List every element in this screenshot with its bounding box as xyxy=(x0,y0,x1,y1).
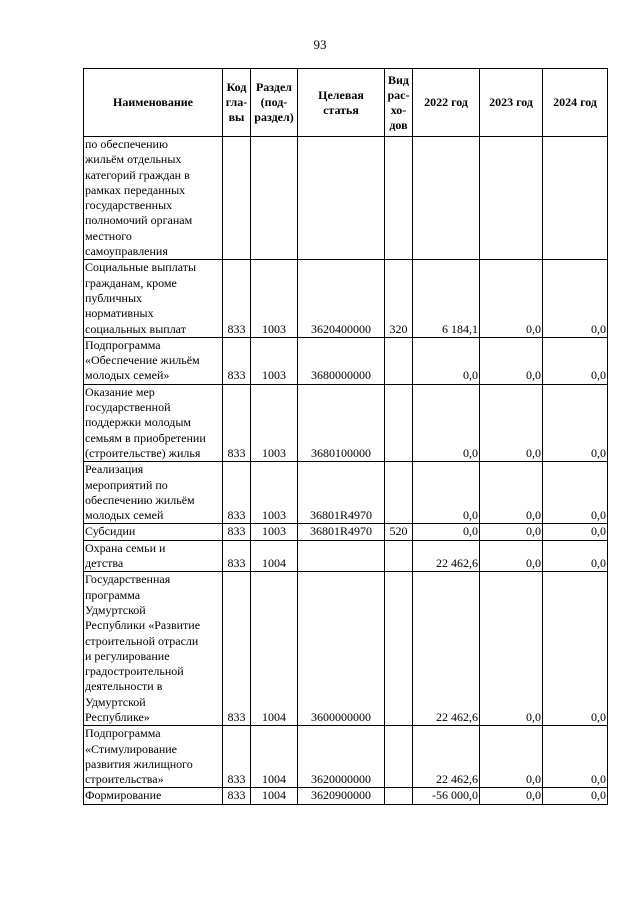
cell-name-line: Республики «Развитие xyxy=(85,618,201,633)
cell-name-line: семьям в приобретении xyxy=(85,430,206,445)
cell-target: 36801R4970 xyxy=(298,524,385,540)
cell-code: 833 xyxy=(223,462,251,524)
cell-name-line: деятельности в xyxy=(85,679,163,694)
cell-code: 833 xyxy=(223,260,251,337)
cell-section: 1003 xyxy=(251,384,298,461)
cell-2023: 0,0 xyxy=(480,260,543,337)
cell-section: 1004 xyxy=(251,726,298,788)
cell-name-line: градостроительной xyxy=(85,664,184,679)
cell-name-line: Реализация xyxy=(85,462,144,477)
table-row xyxy=(84,260,608,337)
cell-2024 xyxy=(543,137,608,260)
budget-table xyxy=(83,68,608,805)
header-2024: 2024 год xyxy=(543,69,608,137)
cell-name-line: молодых семей» xyxy=(85,368,170,383)
table-row xyxy=(84,572,608,726)
header-code: Код гла- вы xyxy=(223,69,251,137)
cell-2024: 0,0 xyxy=(543,788,608,804)
cell-name-line: нормативных xyxy=(85,306,154,321)
cell-name-line: строительной отрасли xyxy=(85,633,199,648)
header-expense-type: Вид рас- хо- дов xyxy=(385,69,413,137)
table-header-row xyxy=(84,69,608,137)
cell-2024: 0,0 xyxy=(543,462,608,524)
cell-2022: 22 462,6 xyxy=(413,540,480,572)
cell-expense-type xyxy=(385,384,413,461)
header-2022: 2022 год xyxy=(413,69,480,137)
cell-name-line: строительства» xyxy=(85,772,164,787)
cell-target: 3680000000 xyxy=(298,337,385,384)
cell-target: 3620400000 xyxy=(298,260,385,337)
cell-code: 833 xyxy=(223,524,251,540)
cell-name-line: Субсидии xyxy=(85,524,136,539)
cell-2022: 6 184,1 xyxy=(413,260,480,337)
cell-name-line: государственной xyxy=(85,400,171,415)
cell-section: 1003 xyxy=(251,260,298,337)
header-name: Наименование xyxy=(84,69,223,137)
table-row xyxy=(84,788,608,804)
cell-name-line: самоуправления xyxy=(85,244,168,259)
cell-name-line: развития жилищного xyxy=(85,756,193,771)
cell-2022: 0,0 xyxy=(413,384,480,461)
cell-name-line: Удмуртской xyxy=(85,694,146,709)
cell-expense-type xyxy=(385,726,413,788)
cell-target: 3620900000 xyxy=(298,788,385,804)
cell-2022: 0,0 xyxy=(413,462,480,524)
cell-2022: 22 462,6 xyxy=(413,572,480,726)
cell-2022: 22 462,6 xyxy=(413,726,480,788)
table-row xyxy=(84,726,608,788)
cell-code xyxy=(223,137,251,260)
page-number: 93 xyxy=(313,37,327,52)
cell-section: 1004 xyxy=(251,540,298,572)
cell-name-line: государственных xyxy=(85,198,173,213)
cell-name-line: категорий граждан в xyxy=(85,167,190,182)
cell-code: 833 xyxy=(223,384,251,461)
cell-name xyxy=(84,384,223,461)
cell-code: 833 xyxy=(223,540,251,572)
header-section: Раздел (под- раздел) xyxy=(251,69,298,137)
cell-name-line: Подпрограмма xyxy=(85,337,161,352)
cell-2022: -56 000,0 xyxy=(413,788,480,804)
cell-name-line: «Обеспечение жильём xyxy=(85,353,200,368)
cell-name-line: Удмуртской xyxy=(85,602,146,617)
table-row xyxy=(84,462,608,524)
cell-section: 1004 xyxy=(251,788,298,804)
cell-2024: 0,0 xyxy=(543,337,608,384)
cell-name-line: Оказание мер xyxy=(85,384,155,399)
cell-2022: 0,0 xyxy=(413,337,480,384)
cell-target xyxy=(298,137,385,260)
cell-name-line: детства xyxy=(85,556,124,571)
table-row xyxy=(84,540,608,572)
cell-2022 xyxy=(413,137,480,260)
cell-name-line: гражданам, кроме xyxy=(85,275,177,290)
cell-2023: 0,0 xyxy=(480,788,543,804)
cell-name xyxy=(84,524,223,540)
cell-2024: 0,0 xyxy=(543,572,608,726)
cell-expense-type xyxy=(385,337,413,384)
cell-expense-type xyxy=(385,788,413,804)
cell-name-line: «Стимулирование xyxy=(85,741,177,756)
cell-name xyxy=(84,260,223,337)
cell-name-line: и регулирование xyxy=(85,648,170,663)
cell-2023 xyxy=(480,137,543,260)
cell-name-line: обеспечению жильём xyxy=(85,492,195,507)
cell-section: 1003 xyxy=(251,337,298,384)
cell-target: 3600000000 xyxy=(298,572,385,726)
cell-2024: 0,0 xyxy=(543,524,608,540)
cell-name-line: рамках переданных xyxy=(85,182,186,197)
cell-name-line: полномочий органам xyxy=(85,213,193,228)
cell-name-line: молодых семей xyxy=(85,508,164,523)
cell-name-line: поддержки молодым xyxy=(85,415,191,430)
cell-target: 36801R4970 xyxy=(298,462,385,524)
cell-name xyxy=(84,337,223,384)
cell-name-line: по обеспечению xyxy=(85,137,168,151)
cell-name-line: Социальные выплаты xyxy=(85,260,197,275)
cell-name xyxy=(84,788,223,804)
cell-2024: 0,0 xyxy=(543,726,608,788)
cell-target: 3680100000 xyxy=(298,384,385,461)
cell-2023: 0,0 xyxy=(480,540,543,572)
cell-code: 833 xyxy=(223,572,251,726)
cell-name xyxy=(84,726,223,788)
cell-expense-type xyxy=(385,462,413,524)
cell-name-line: местного xyxy=(85,228,132,243)
cell-name-line: Подпрограмма xyxy=(85,726,161,741)
cell-2023: 0,0 xyxy=(480,726,543,788)
cell-name-line: Охрана семьи и xyxy=(85,540,166,555)
cell-code: 833 xyxy=(223,726,251,788)
cell-section: 1003 xyxy=(251,462,298,524)
cell-2023: 0,0 xyxy=(480,462,543,524)
cell-name-line: жильём отдельных xyxy=(85,152,182,167)
cell-code: 833 xyxy=(223,337,251,384)
cell-2023: 0,0 xyxy=(480,524,543,540)
cell-2023: 0,0 xyxy=(480,337,543,384)
cell-name-line: публичных xyxy=(85,290,142,305)
cell-section xyxy=(251,137,298,260)
header-2023: 2023 год xyxy=(480,69,543,137)
cell-2024: 0,0 xyxy=(543,384,608,461)
cell-name-line: Государственная xyxy=(85,572,171,587)
cell-code: 833 xyxy=(223,788,251,804)
cell-section: 1004 xyxy=(251,572,298,726)
cell-name xyxy=(84,540,223,572)
cell-name-line: программа xyxy=(85,587,141,602)
cell-expense-type xyxy=(385,540,413,572)
cell-name xyxy=(84,572,223,726)
table-row xyxy=(84,384,608,461)
cell-expense-type: 320 xyxy=(385,260,413,337)
cell-name-line: Формирование xyxy=(85,788,162,803)
cell-name-line: мероприятий по xyxy=(85,477,168,492)
cell-2022: 0,0 xyxy=(413,524,480,540)
cell-2023: 0,0 xyxy=(480,384,543,461)
table-row xyxy=(84,337,608,384)
table-row xyxy=(84,524,608,540)
cell-2023: 0,0 xyxy=(480,572,543,726)
cell-expense-type xyxy=(385,572,413,726)
cell-2024: 0,0 xyxy=(543,260,608,337)
header-target: Целевая статья xyxy=(298,69,385,137)
cell-name-line: (строительстве) жилья xyxy=(85,445,201,460)
cell-name xyxy=(84,137,223,260)
cell-expense-type: 520 xyxy=(385,524,413,540)
table-body xyxy=(84,137,608,805)
cell-target xyxy=(298,540,385,572)
cell-name-line: Республике» xyxy=(85,709,150,724)
cell-section: 1003 xyxy=(251,524,298,540)
cell-2024: 0,0 xyxy=(543,540,608,572)
cell-name-line: социальных выплат xyxy=(85,321,186,336)
table-row xyxy=(84,137,608,260)
cell-name xyxy=(84,462,223,524)
cell-expense-type xyxy=(385,137,413,260)
cell-target: 3620000000 xyxy=(298,726,385,788)
